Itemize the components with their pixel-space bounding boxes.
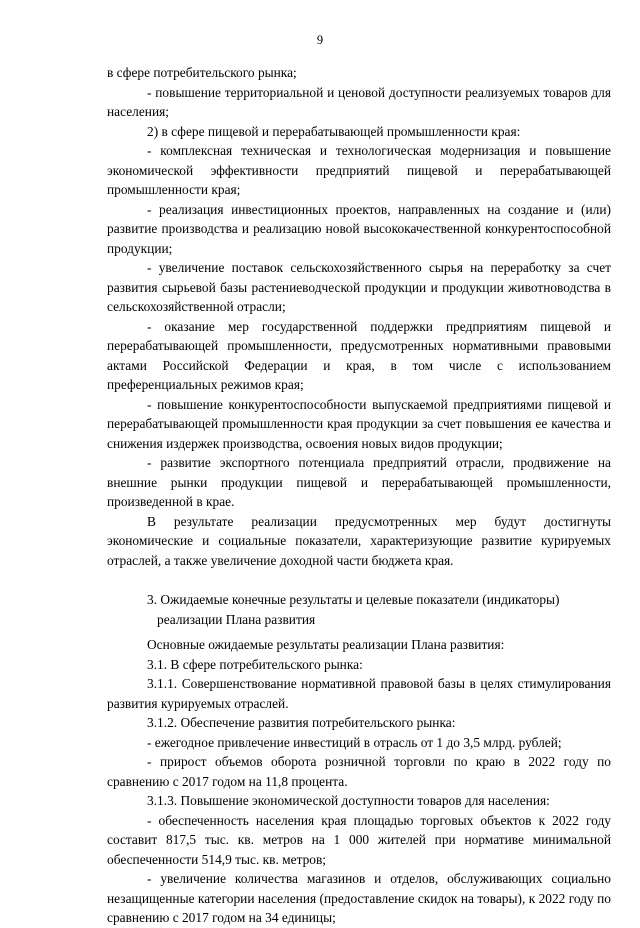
paragraph: - ежегодное привлечение инвестиций в отрасль от 1 до 3,5 млрд. рублей; xyxy=(147,734,562,750)
paragraph: 3.1.1. Совершенствование нормативной правовой базы в целях стимулирования развития курируемых отраслей. xyxy=(107,676,611,711)
paragraph: - развитие экспортного потенциала предприятий отрасли, продвижение на внешние рынки продукции пищевой и перерабатывающей промышленности, произведенной в крае. xyxy=(107,455,611,509)
paragraph: - обеспеченность населения края площадью торговых объектов к 2022 году составит 817,5 тыс. кв. метров на 1 000 жителей при нормативе минимальной обеспеченности 514,9 тыс. кв. метров; xyxy=(107,812,611,867)
paragraph: - увеличение поставок сельскохозяйственного сырья на переработку за счет развития сырьевой базы растениеводческой продукции и продукции животноводства в сельскохозяйственной отрасли; xyxy=(107,260,611,314)
paragraph: 3.1.2. Обеспечение развития потребительского рынка: xyxy=(147,715,456,730)
page-number: 9 xyxy=(316,33,324,47)
paragraph: - комплексная техническая и технологическая модернизация и повышение экономической эффективности предприятий пищевой и перерабатывающей промышленности края; xyxy=(107,143,611,197)
section-heading-line: реализации Плана развития xyxy=(157,611,316,627)
paragraph: - повышение конкурентоспособности выпускаемой предприятиями пищевой и перерабатывающей промышленности края продукции за счет повышения ее качества и снижения издержек производства, освоения новых видов продукции; xyxy=(107,396,611,451)
paragraph: 3.1.3. Повышение экономической доступности товаров для населения: xyxy=(147,793,550,808)
paragraph: - повышение территориальной и ценовой доступности реализуемых товаров для населения; xyxy=(107,84,611,119)
paragraph: 3.1. В сфере потребительского рынка: xyxy=(147,656,363,672)
paragraph: - увеличение количества магазинов и отделов, обслуживающих социально незащищенные категории населения (предоставление скидок на товары), к 2022 году по сравнению с 2017 годом на 34 единицы; xyxy=(107,871,611,925)
paragraph: - реализация инвестиционных проектов, направленных на создание и (или) развитие производства и реализацию новой высококачественной конкурентоспособной продукции; xyxy=(107,201,611,256)
paragraph: - оказание мер государственной поддержки предприятиям пищевой и перерабатывающей промышленности, предусмотренных нормативными правовыми актами Российской Федерации и края, в том числе с использованием преференциальных режимов края; xyxy=(107,318,611,392)
document-body xyxy=(107,63,611,928)
paragraph: Основные ожидаемые результаты реализации Плана развития: xyxy=(147,637,505,652)
section-heading-line: 3. Ожидаемые конечные результаты и целевые показатели (индикаторы) xyxy=(147,592,560,607)
paragraph: в сфере потребительского рынка; xyxy=(107,65,297,80)
section-heading xyxy=(107,590,611,629)
paragraph: В результате реализации предусмотренных мер будут достигнуты экономические и социальные показатели, характеризующие развитие курируемых отраслей, а также увеличение доходной части бюджета края. xyxy=(107,513,611,568)
paragraph: 2) в сфере пищевой и перерабатывающей промышленности края: xyxy=(147,123,521,139)
paragraph: - прирост объемов оборота розничной торговли по краю в 2022 году по сравнению с 2017 годом на 11,8 процента. xyxy=(107,754,611,789)
